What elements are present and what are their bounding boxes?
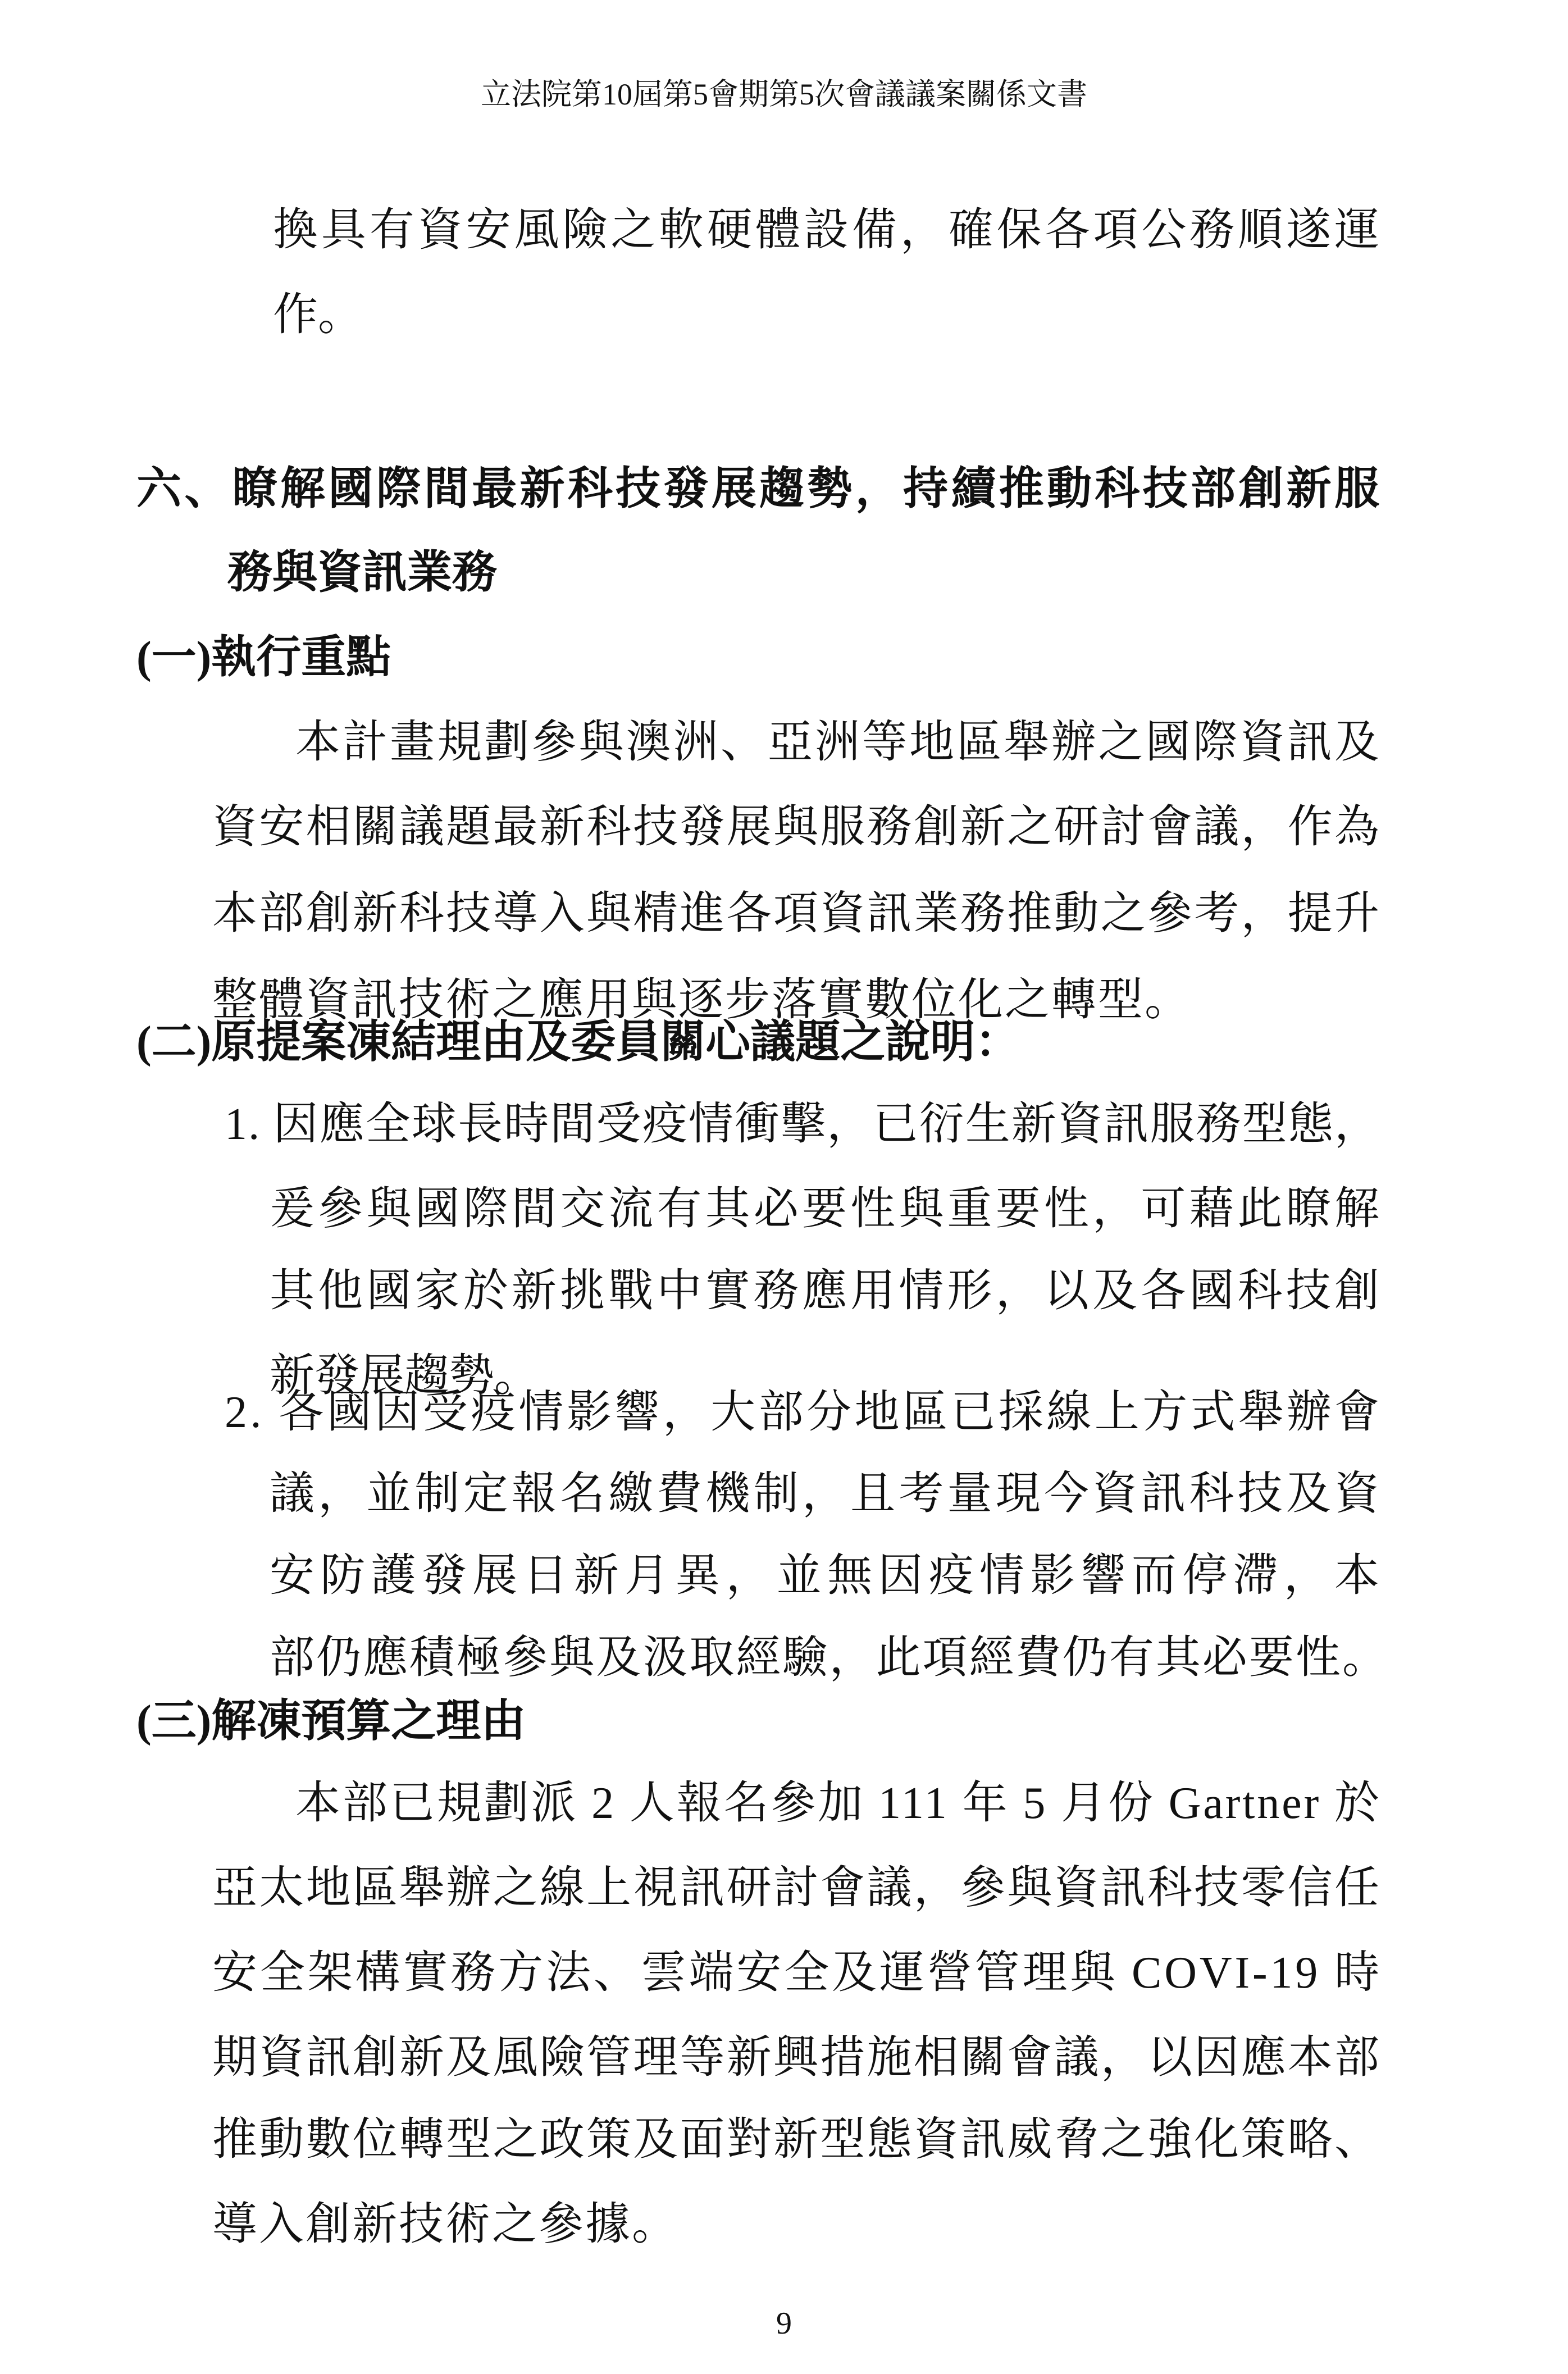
paragraph-line: 整體資訊技術之應用與逐步落實數位化之轉型。 [212, 976, 1191, 1025]
intro-line: 作。 [273, 290, 363, 340]
paragraph-line: 期資訊創新及風險管理等新興措施相關會議，以因應本部 [212, 2033, 1382, 2083]
list-item-line: 新發展趨勢。 [270, 1351, 539, 1401]
list-item-line: 爰參與國際間交流有其必要性與重要性，可藉此瞭解 [270, 1184, 1383, 1234]
section-heading: 務與資訊業務 [227, 548, 497, 598]
paragraph-line: 資安相關議題最新科技發展與服務創新之研討會議，作為 [212, 803, 1382, 852]
paragraph-line: 導入創新技術之參據。 [212, 2200, 678, 2249]
paragraph-line: 安全架構實務方法、雲端安全及運營管理與 COVI-19 時 [212, 1948, 1382, 1998]
page-number: 9 [776, 2306, 792, 2341]
intro-line: 換具有資安風險之軟硬體設備，確保各項公務順遂運 [273, 206, 1383, 255]
subsection-title-3: (三)解凍預算之理由 [136, 1697, 526, 1746]
section-heading: 六、瞭解國際間最新科技發展趨勢，持續推動科技部創新服 [136, 464, 1383, 514]
list-item-line: 1. 因應全球長時間受疫情衝擊，已衍生新資訊服務型態， [225, 1100, 1381, 1149]
paragraph-line: 亞太地區舉辦之線上視訊研討會議，參與資訊科技零信任 [212, 1863, 1382, 1913]
list-item-line: 議，並制定報名繳費機制，且考量現今資訊科技及資 [270, 1469, 1383, 1519]
paragraph-line: 本部創新科技導入與精進各項資訊業務推動之參考，提升 [212, 889, 1382, 938]
paragraph-line: 本部已規劃派 2 人報名參加 111 年 5 月份 Gartner 於 [295, 1779, 1382, 1828]
list-item-line: 其他國家於新挑戰中實務應用情形，以及各國科技創 [270, 1266, 1383, 1316]
list-item-line: 部仍應積極參與及汲取經驗，此項經費仍有其必要性。 [270, 1633, 1389, 1683]
paragraph-line: 推動數位轉型之政策及面對新型態資訊威脅之強化策略、 [212, 2115, 1382, 2165]
paragraph-line: 本計畫規劃參與澳洲、亞洲等地區舉辦之國際資訊及 [295, 718, 1382, 767]
list-item-line: 安防護發展日新月異，並無因疫情影響而停滯，本 [270, 1551, 1385, 1601]
subsection-title-1: (一)執行重點 [136, 633, 391, 682]
list-item-line: 2. 各國因受疫情影響，大部分地區已採線上方式舉辦會 [225, 1388, 1383, 1437]
subsection-title-2: (二)原提案凍結理由及委員關心議題之說明： [136, 1018, 1020, 1067]
document-header: 立法院第10屆第5會期第5次會議議案關係文書 [481, 78, 1087, 111]
